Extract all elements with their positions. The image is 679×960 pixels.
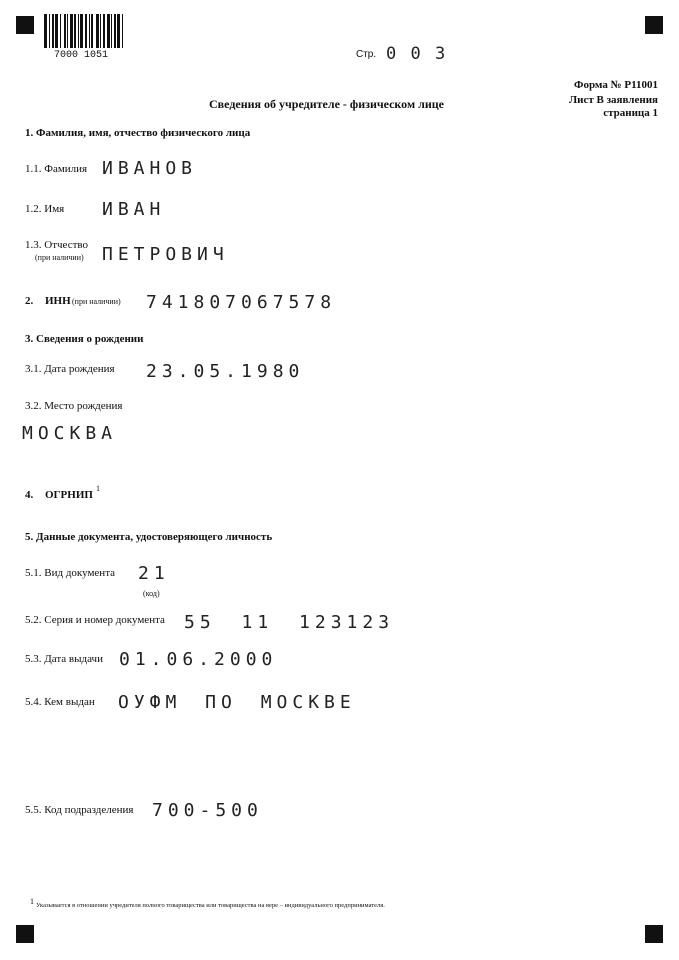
name-label: 1.2. Имя	[25, 203, 65, 215]
name-value: ИВАН	[102, 199, 166, 220]
doc-type-label: 5.1. Вид документа	[25, 567, 116, 579]
inn-value: 741807067578	[146, 292, 337, 313]
doc-type-note: (код)	[143, 589, 160, 598]
issued-by-value: ОУФМ ПО МОСКВЕ	[118, 692, 356, 713]
surname-label: 1.1. Фамилия	[25, 163, 88, 175]
inn-note: (при наличии)	[72, 297, 121, 306]
patronymic-label: 1.3. Отчество	[25, 239, 88, 251]
birth-date-label: 3.1. Дата рождения	[25, 363, 115, 375]
barcode-number: 7000 1051	[54, 50, 109, 61]
birth-place-value: МОСКВА	[22, 423, 118, 444]
ogrnip-label: ОГРНИП	[45, 489, 93, 501]
issue-date-value: 01.06.2000	[119, 649, 278, 670]
ogrnip-footnote-ref: 1	[96, 484, 100, 493]
corner-marker-bottom-right	[645, 925, 663, 943]
issue-date-label: 5.3. Дата выдачи	[25, 653, 103, 665]
corner-marker-top-right	[645, 16, 663, 34]
footnote-number: 1	[30, 897, 34, 906]
corner-marker-bottom-left	[16, 925, 34, 943]
section-5-heading: 5. Данные документа, удостоверяющего личность	[25, 531, 273, 543]
inn-number: 2.	[25, 295, 34, 307]
footnote-text: Указывается в отношении учредителя полного товарищества или товарищества на вере – индивидуального предпринимателя.	[36, 902, 385, 909]
doc-number-label: 5.2. Серия и номер документа	[25, 614, 165, 626]
surname-value: ИВАНОВ	[102, 158, 198, 179]
corner-marker-top-left	[16, 16, 34, 34]
page-number: 0 0 3	[386, 44, 448, 64]
section-3-heading: 3. Сведения о рождении	[25, 333, 144, 345]
form-page-no: страница 1	[603, 107, 658, 119]
patronymic-note: (при наличии)	[35, 253, 84, 262]
patronymic-value: ПЕТРОВИЧ	[102, 244, 229, 265]
ogrnip-number: 4.	[25, 489, 34, 501]
division-code-value: 700-500	[152, 800, 263, 821]
form-sheet: Лист В заявления	[568, 94, 658, 106]
page-label: Стр.	[356, 49, 377, 60]
birth-date-value: 23.05.1980	[146, 361, 305, 382]
section-1-heading: 1. Фамилия, имя, отчество физического лица	[25, 127, 251, 139]
birth-place-label: 3.2. Место рождения	[25, 400, 123, 412]
inn-label: ИНН	[45, 295, 71, 307]
barcode-icon	[44, 14, 130, 48]
doc-number-value: 55 11 123123	[184, 612, 395, 633]
issued-by-label: 5.4. Кем выдан	[25, 696, 95, 708]
form-code: Форма № Р11001	[574, 79, 658, 91]
division-code-label: 5.5. Код подразделения	[25, 804, 134, 816]
doc-type-value: 21	[138, 563, 170, 584]
page-title: Сведения об учредителе - физическом лице	[209, 97, 445, 111]
